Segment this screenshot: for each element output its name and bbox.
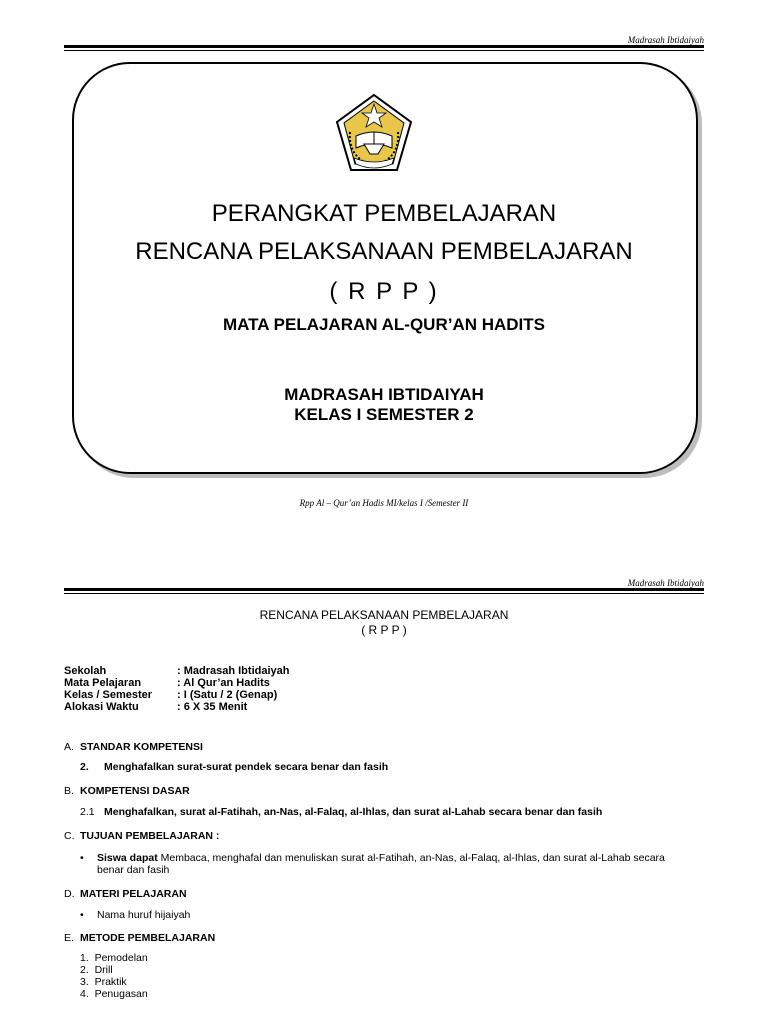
info-label: Alokasi Waktu: [64, 701, 139, 713]
cover-title-line1: PERANGKAT PEMBELAJARAN: [211, 200, 557, 227]
identity-table: [64, 665, 289, 713]
section-d-bullet-text: Nama huruf hijaiyah: [97, 909, 191, 921]
section-title: METODE PEMBELAJARAN: [80, 932, 216, 944]
page1-footer: Rpp Al – Qur’an Hadis MI/kelas I /Semester II: [299, 498, 469, 508]
section-c-heading: [64, 830, 219, 842]
page1-header-text: Madrasah Ibtidaiyah: [627, 35, 704, 45]
section-a-text: Menghafalkan surat-surat pendek secara benar dan fasih: [104, 761, 389, 773]
section-letter: A.: [64, 741, 74, 753]
section-e-heading: [64, 932, 215, 944]
section-title: TUJUAN PEMBELAJARAN :: [80, 830, 220, 842]
section-c-line1: Membaca, menghafal dan menuliskan surat al-Fatihah, an-Nas, al-Falaq, al-Ihlas, dan surat al-Lahab secara: [157, 852, 665, 864]
list-item: 1. Pemodelan: [80, 952, 148, 964]
section-title: MATERI PELAJARAN: [80, 888, 187, 900]
info-value: : Madrasah Ibtidaiyah: [177, 665, 290, 677]
list-item: 2. Drill: [80, 964, 113, 976]
section-letter: E.: [64, 932, 74, 944]
info-value: : I (Satu / 2 (Genap): [177, 689, 278, 701]
section-b-num: 2.1: [80, 806, 95, 818]
section-letter: D.: [64, 888, 75, 900]
list-item: 3. Praktik: [80, 976, 127, 988]
rpp-title: RENCANA PELAKSANAAN PEMBELAJARAN: [259, 608, 509, 622]
rpp-subtitle: ( R P P ): [361, 623, 407, 637]
list-item: 4. Penugasan: [80, 988, 148, 1000]
section-c-text: [97, 852, 665, 864]
page1-header-rule: [64, 45, 704, 51]
page2-header-rule: [64, 588, 704, 594]
section-a-heading: [64, 741, 203, 753]
section-letter: B.: [64, 785, 74, 797]
section-b-heading: [64, 785, 190, 797]
section-b-text: Menghafalkan, surat al-Fatihah, an-Nas, al-Falaq, al-Ihlas, dan surat al-Lahab secara benar dan fasih: [104, 806, 603, 818]
info-row-class: [64, 689, 289, 701]
section-c-line2: benar dan fasih: [97, 864, 170, 876]
cover-title-line3: ( R P P ): [329, 278, 439, 305]
ministry-emblem-icon: [334, 92, 414, 174]
cover-school: MADRASAH IBTIDAIYAH: [284, 385, 484, 404]
section-d-heading: [64, 888, 187, 900]
info-label: Kelas / Semester: [64, 689, 153, 701]
section-a-num: 2.: [80, 761, 89, 773]
cover-title-line2: RENCANA PELAKSANAAN PEMBELAJARAN: [135, 238, 633, 265]
info-label: Mata Pelajaran: [64, 677, 142, 689]
bullet-icon: •: [80, 909, 84, 921]
bullet-icon: •: [80, 852, 84, 864]
info-row-subject: [64, 677, 289, 689]
page2-header-text: Madrasah Ibtidaiyah: [627, 578, 704, 588]
section-letter: C.: [64, 830, 75, 842]
section-title: STANDAR KOMPETENSI: [80, 741, 203, 753]
info-value: : 6 X 35 Menit: [177, 701, 248, 713]
cover-class-semester: KELAS I SEMESTER 2: [294, 405, 474, 424]
section-title: KOMPETENSI DASAR: [80, 785, 190, 797]
section-c-lead: Siswa dapat: [97, 852, 158, 864]
info-label: Sekolah: [64, 665, 107, 677]
info-row-time: [64, 701, 289, 713]
cover-subject: MATA PELAJARAN AL-QUR’AN HADITS: [222, 315, 546, 334]
info-value: : Al Qur’an Hadits: [177, 677, 270, 689]
info-row-school: [64, 665, 289, 677]
